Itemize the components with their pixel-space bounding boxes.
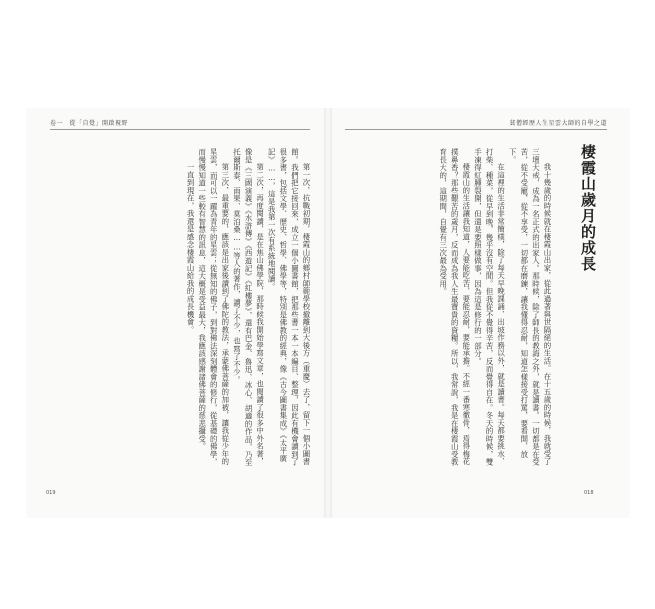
- chapter-heading: 棲霞山歲月的成長: [579, 144, 597, 272]
- right-page-body: [345, 148, 553, 468]
- left-paragraph: 一直到現在，我還是感念棲霞山給我的成長機會。: [186, 162, 196, 334]
- left-paragraph: 第二次，再度閱讀，是在焦山佛學院，那時候我開始學寫文章，也閱讀了很多中外名著，像是《三國演義》《水滸傳》《西遊記》《紅樓夢》，還有巴金、魯迅、冰心、胡適的作品，乃至托爾斯泰、雨果、莫泊桑……等人的著作，讀了不少，也寫了不少。: [232, 148, 265, 467]
- right-header-rule: [345, 129, 607, 130]
- left-header-rule: [50, 129, 310, 130]
- right-paragraph: 我十幾歲的時候就在棲霞山出家，從此過著與世隔絕的生活。在十五歲的時候，我就受了三壇大戒，成為一名正式的出家人。那時候，除了師長的教誨之外，就是讀書。一切都是在受苦，從不受寵，從不享受，一切都在磨鍊，讓我懂得忍耐，知道怎樣接受打罵，要看開、放下。: [508, 148, 552, 466]
- right-paragraph: 在這裡的生活非常簡樸，除了每天早晚課誦、出坡作務以外，就是讀書。每天都要挑水、打柴、種菜，從早到晚，幾乎沒有空閒。但我從不覺得辛苦，反而覺得自在。冬天的時候，雙手凍得紅腫裂開，但還是要照樣做事，因為這是修行的一部分。: [473, 148, 506, 466]
- left-running-header: 卷一 從「自覺」開啟視野: [50, 120, 129, 127]
- left-page-body: [50, 148, 312, 468]
- left-paragraph: 第一次，抗戰初期，棲霞山的鄉村師範學校撤離到大後方（重慶）去了，留下一個小圖書館。我們把它接回來，成立一個小圖書館，把那些書一本一本編目、整理，因此有機會讀到了很多書，包括文學、歷史、哲學、佛學等，特別是佛教的經典，像《古今圖書集成》《太平廣記》……，這是我第一次有系統地閱讀。: [267, 148, 311, 466]
- left-page-number: 019: [46, 490, 56, 496]
- right-paragraph: 棲霞山的生活讓我知道，人要能吃苦，要能忍耐，要能承擔。不經一番寒徹骨，焉得梅花撲鼻香？那些艱苦的歲月，反而成為我人生最寶貴的資糧。所以，我常說，我是在棲霞山受教育長大的，這期間，自覺有三次最為受用。: [438, 148, 471, 466]
- right-page-number: 018: [584, 490, 594, 496]
- book-gutter: [324, 108, 332, 518]
- left-paragraph: 第三次，最重要的，應該是出家後讀到了佛陀的教法，承蒙佛菩薩的加被，讓我從少年的星雲，而可以一躍為青年的星雲；從無知的佛子，到對佛法深刻體會的修行，從基礎的佛學，而慢慢知道一些較有智慧的訊息，這大概是受益最大，我應該感謝諸佛菩薩的慈悲攝受。: [197, 148, 230, 466]
- right-running-header: 貧僧經歷人生星雲大師的自學之道: [509, 120, 607, 127]
